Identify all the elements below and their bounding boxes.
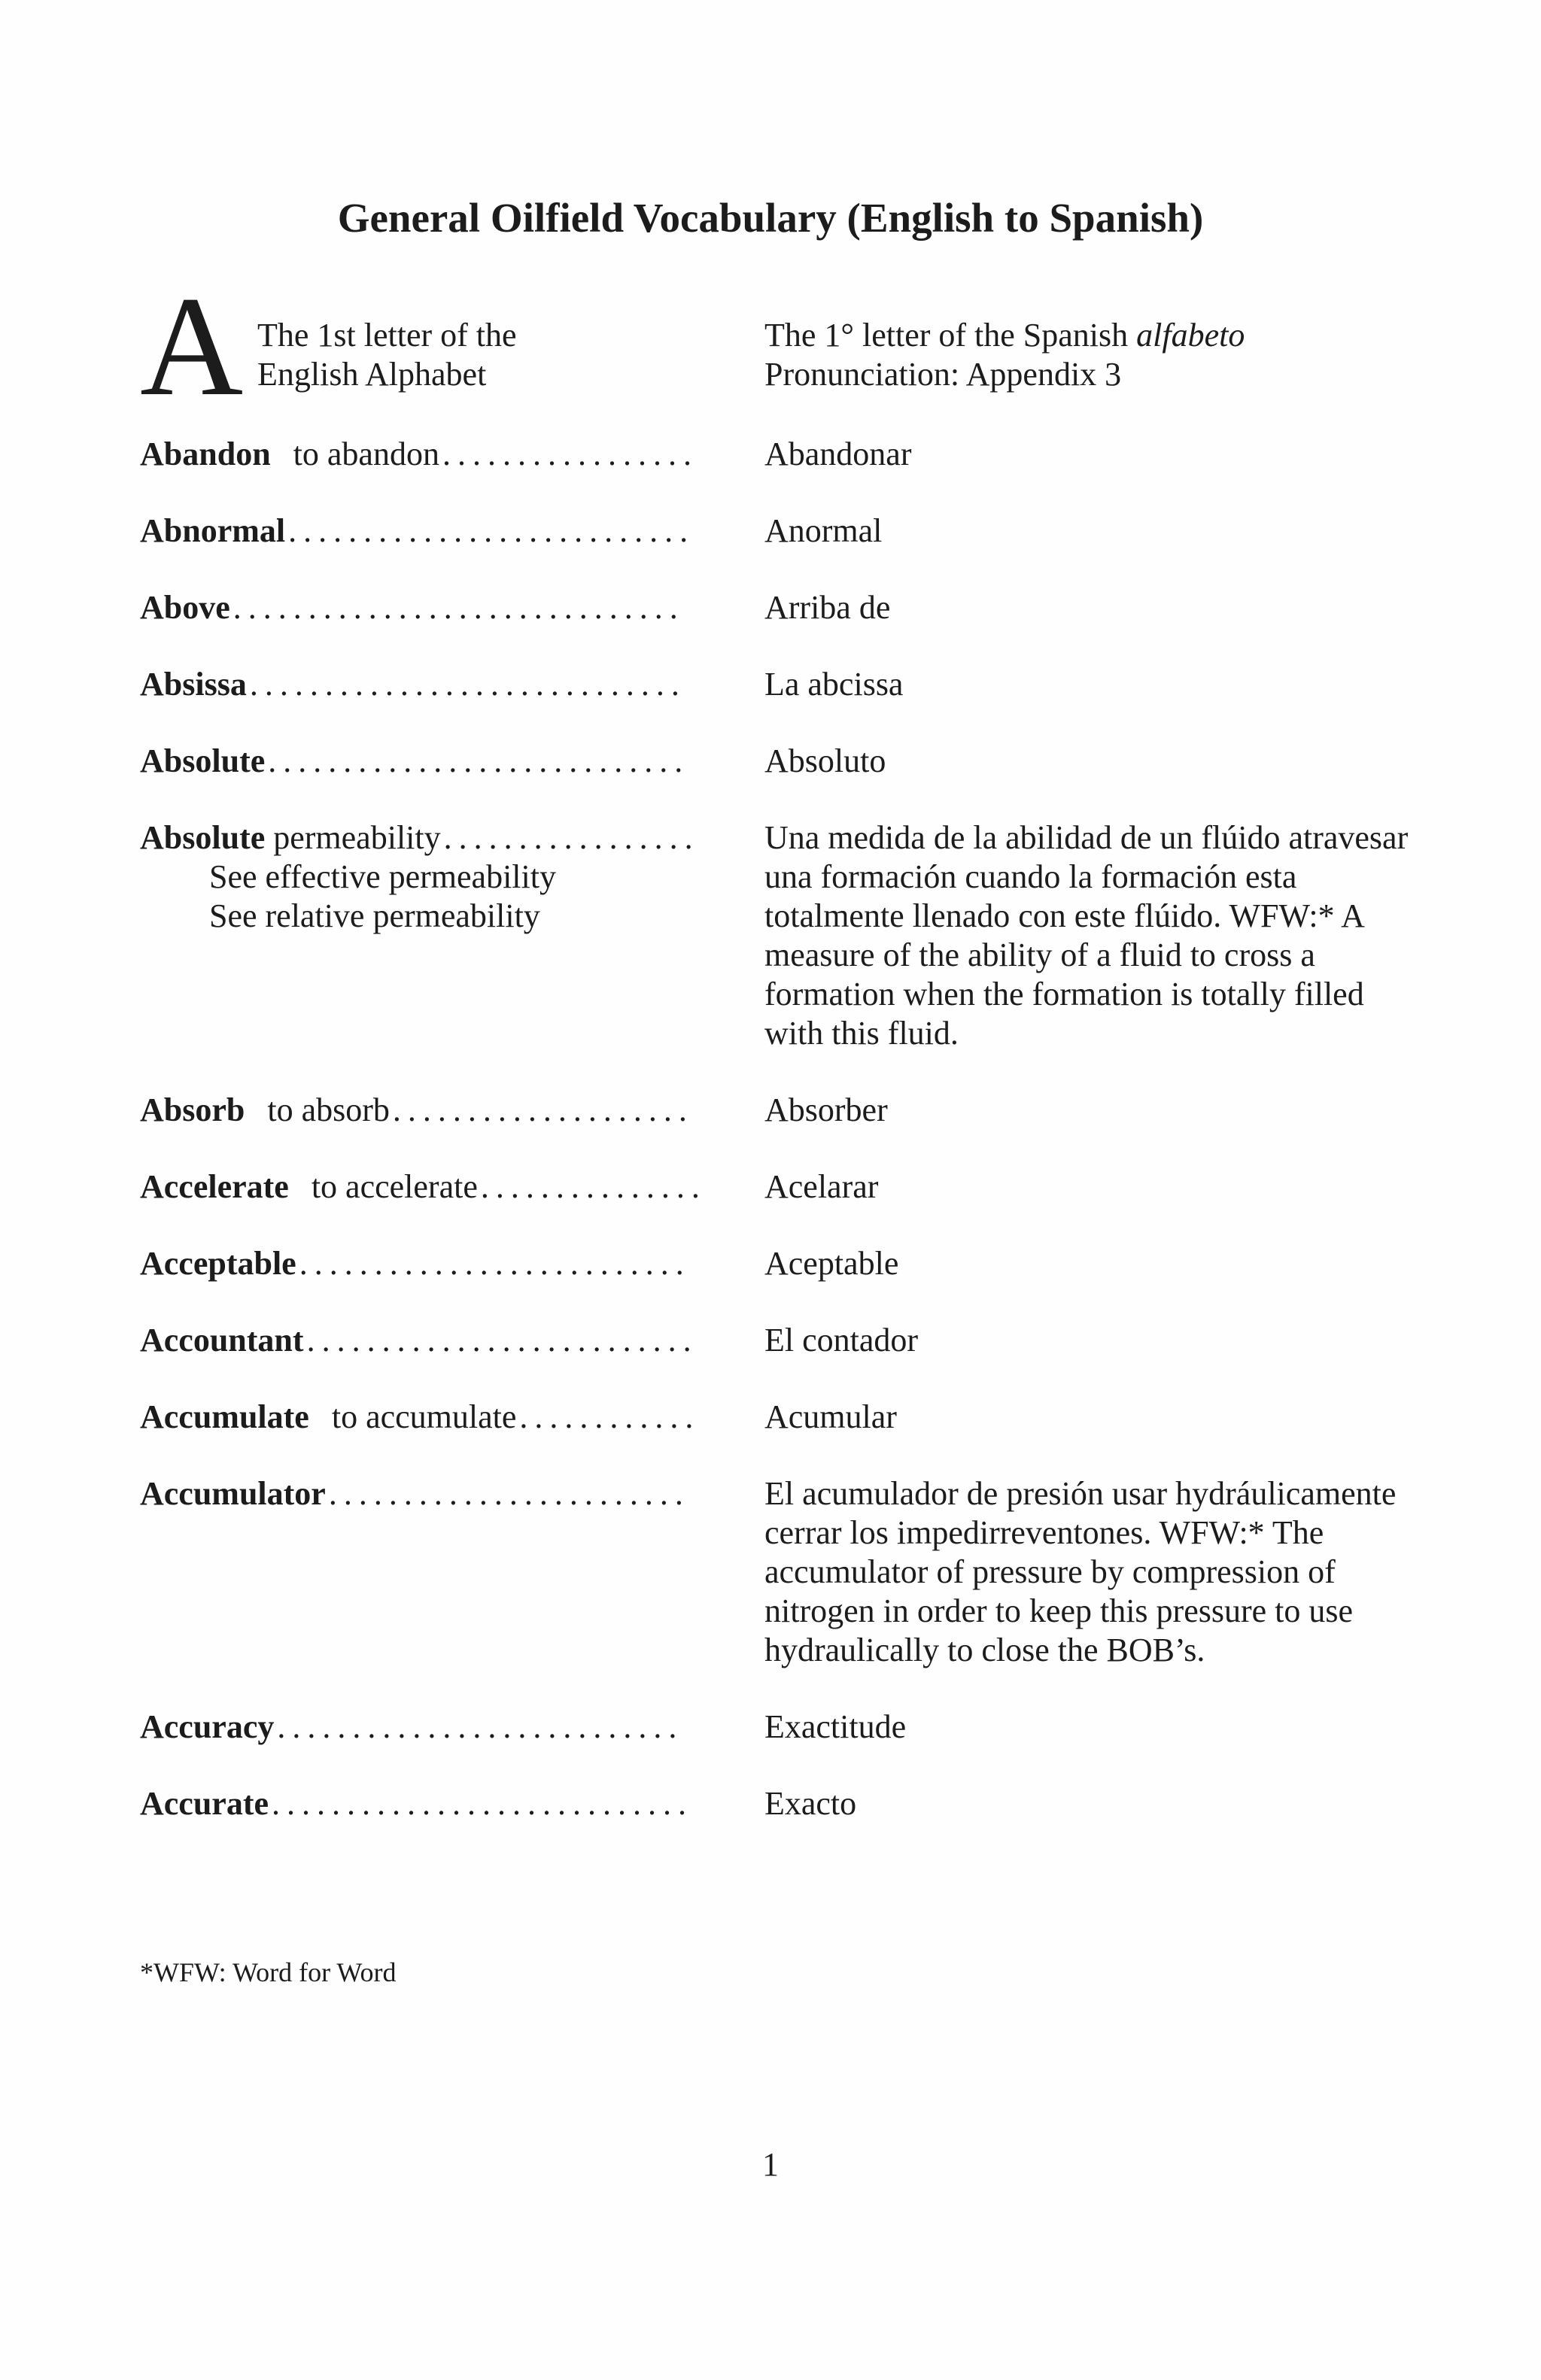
vocabulary-entry bbox=[140, 512, 1419, 551]
footnote: *WFW: Word for Word bbox=[140, 1957, 397, 1987]
entry-term: Accumulate bbox=[140, 1398, 309, 1435]
vocabulary-entry bbox=[140, 588, 1419, 627]
dot-leader: ............................ bbox=[272, 1785, 694, 1822]
vocabulary-entry bbox=[140, 435, 1419, 474]
entry-term: Acceptable bbox=[140, 1245, 296, 1282]
page-title: General Oilfield Vocabulary (English to Spanish) bbox=[337, 195, 1204, 241]
entry-english bbox=[140, 1244, 764, 1283]
entry-term: Accuracy bbox=[140, 1708, 275, 1745]
dot-leader: .......................... bbox=[299, 1245, 691, 1282]
entry-translation: Absoluto bbox=[764, 742, 886, 779]
vocabulary-entry bbox=[140, 1321, 1419, 1360]
entry-row bbox=[140, 742, 1419, 781]
entry-row bbox=[140, 1091, 1419, 1130]
entry-term: Absolute bbox=[140, 742, 266, 779]
entry-row bbox=[140, 512, 1419, 551]
entry-english bbox=[140, 1321, 764, 1360]
entry-row bbox=[140, 1321, 1419, 1360]
entry-english bbox=[140, 665, 764, 704]
vocabulary-entry bbox=[140, 1708, 1419, 1747]
intro-spanish bbox=[764, 316, 1245, 394]
entry-english bbox=[140, 1167, 764, 1207]
entry-english bbox=[140, 742, 764, 781]
entry-verb-form: to accumulate bbox=[331, 1398, 517, 1435]
entry-row bbox=[140, 1474, 1419, 1670]
entry-row bbox=[140, 1784, 1419, 1823]
entry-english bbox=[140, 1091, 764, 1130]
dot-leader: .............................. bbox=[233, 589, 685, 626]
entry-translation: Acumular bbox=[764, 1398, 897, 1435]
letter-intro bbox=[140, 268, 1419, 426]
entry-term-suffix: permeability bbox=[265, 819, 441, 856]
entry-term: Above bbox=[140, 589, 230, 626]
entry-row bbox=[140, 588, 1419, 627]
entry-translation: Arriba de bbox=[764, 589, 891, 626]
vocabulary-entry bbox=[140, 818, 1419, 1053]
entry-translation: Aceptable bbox=[764, 1245, 899, 1282]
entry-row bbox=[140, 435, 1419, 474]
dot-leader: ............... bbox=[480, 1168, 707, 1205]
entry-english bbox=[140, 1784, 764, 1823]
entry-term: Absorb bbox=[140, 1091, 245, 1128]
entry-row bbox=[140, 1708, 1419, 1747]
vocabulary-entry bbox=[140, 1398, 1419, 1437]
entry-verb-form: to abandon bbox=[293, 436, 439, 472]
entry-row bbox=[140, 1244, 1419, 1283]
entry-translation: Acelarar bbox=[764, 1168, 879, 1205]
intro-spanish-italic-word: alfabeto bbox=[1136, 317, 1245, 354]
vocabulary-entry bbox=[140, 1167, 1419, 1207]
entry-term: Abandon bbox=[140, 436, 271, 472]
page-number: 1 bbox=[762, 2146, 779, 2183]
entry-row bbox=[140, 665, 1419, 704]
entry-term: Accountant bbox=[140, 1322, 304, 1358]
entry-term: Accelerate bbox=[140, 1168, 289, 1205]
entry-term: Absissa bbox=[140, 666, 247, 703]
vocabulary-entry bbox=[140, 742, 1419, 781]
entry-english bbox=[140, 1398, 764, 1437]
entry-english bbox=[140, 818, 764, 858]
dot-leader: ............................. bbox=[249, 666, 686, 703]
dot-leader: ................. bbox=[442, 436, 698, 472]
dot-leader: ............................ bbox=[268, 742, 690, 779]
entry-english bbox=[140, 435, 764, 474]
entry-term: Accurate bbox=[140, 1785, 269, 1822]
see-also-references bbox=[209, 858, 556, 936]
intro-spanish-line2: Pronunciation: Appendix 3 bbox=[764, 356, 1122, 393]
dot-leader: .................... bbox=[392, 1091, 694, 1128]
entry-translation: Abandonar bbox=[764, 436, 912, 472]
entry-translation: La abcissa bbox=[764, 666, 904, 703]
vocabulary-entry bbox=[140, 1474, 1419, 1670]
vocabulary-entry bbox=[140, 1091, 1419, 1130]
entry-row bbox=[140, 1398, 1419, 1437]
dot-leader: ........................ bbox=[328, 1475, 690, 1512]
entry-term: Abnormal bbox=[140, 512, 286, 549]
intro-spanish-line1 bbox=[764, 316, 1245, 355]
vocabulary-entry bbox=[140, 665, 1419, 704]
see-also-item: See effective permeability bbox=[209, 858, 556, 895]
entry-verb-form: to absorb bbox=[267, 1091, 390, 1128]
entry-english bbox=[140, 512, 764, 551]
entry-english bbox=[140, 1708, 764, 1747]
entry-translation: El contador bbox=[764, 1322, 919, 1358]
entry-term: Absolute bbox=[140, 819, 266, 856]
dot-leader: ............ bbox=[519, 1398, 701, 1435]
entry-translation: Anormal bbox=[764, 512, 883, 549]
dot-leader: ........................... bbox=[288, 512, 695, 549]
intro-english-line2: English Alphabet bbox=[257, 356, 487, 393]
entry-row bbox=[140, 818, 1419, 1053]
intro-english bbox=[257, 316, 517, 394]
vocabulary-entry bbox=[140, 1244, 1419, 1283]
entry-term: Accumulator bbox=[140, 1475, 326, 1512]
entry-row bbox=[140, 1167, 1419, 1207]
see-also-item: See relative permeability bbox=[209, 897, 540, 934]
entry-english bbox=[140, 588, 764, 627]
entry-translation: Exacto bbox=[764, 1785, 857, 1822]
dot-leader: .......................... bbox=[306, 1322, 698, 1358]
dot-leader: ........................... bbox=[277, 1708, 684, 1745]
vocabulary-entry bbox=[140, 1784, 1419, 1823]
vocabulary-list bbox=[140, 435, 1419, 1861]
drop-cap-letter: A bbox=[140, 268, 244, 426]
entry-translation: Absorber bbox=[764, 1091, 888, 1128]
entry-english bbox=[140, 1474, 764, 1513]
entry-translation: El acumulador de presión usar hydráulicamente cerrar los impedirreventones. WFW:* The accumulator of pressure by compression of nitrogen in order to keep this pressure to use hydraulically to close the BOB’s. bbox=[764, 1475, 1397, 1668]
entry-translation: Una medida de la abilidad de un flúido atravesar una formación cuando la formación esta totalmente llenado con este flúido. WFW:* A measure of the ability of a fluid to cross a formation when the formation is totally filled with this fluid. bbox=[764, 819, 1409, 1052]
dot-leader: ................. bbox=[443, 819, 700, 856]
intro-english-line1: The 1st letter of the bbox=[257, 317, 517, 354]
entry-translation: Exactitude bbox=[764, 1708, 907, 1745]
intro-spanish-line1-text: The 1° letter of the Spanish bbox=[764, 317, 1137, 354]
entry-verb-form: to accelerate bbox=[311, 1168, 478, 1205]
